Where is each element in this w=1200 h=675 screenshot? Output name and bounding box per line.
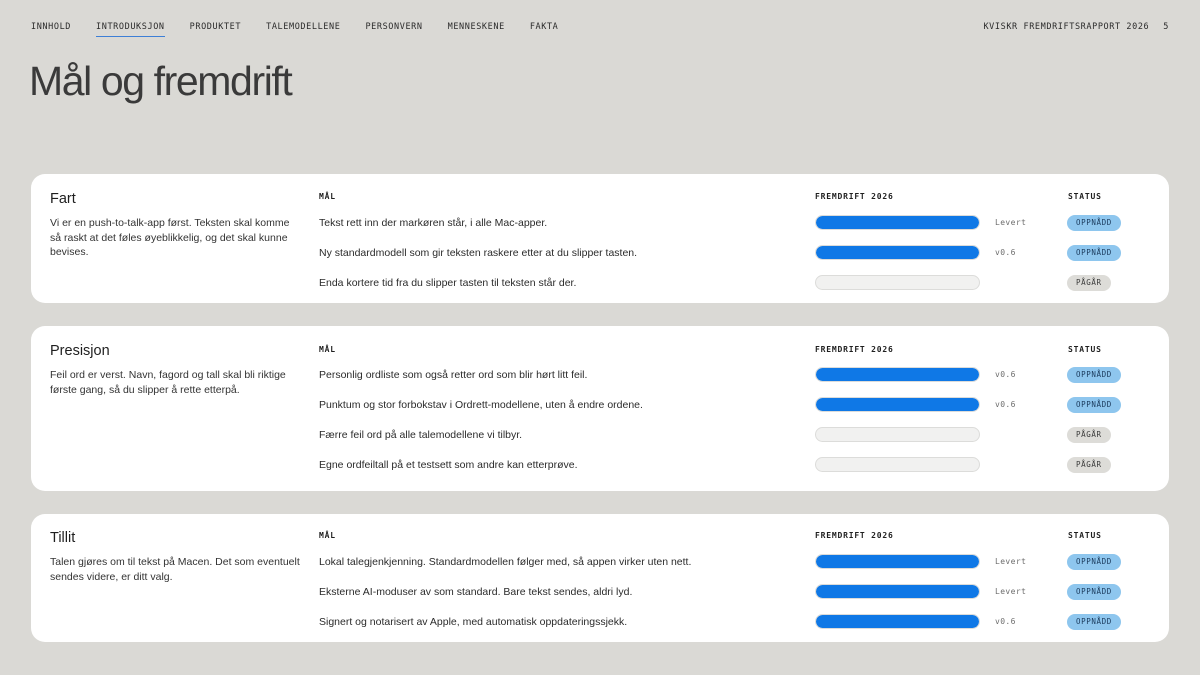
- column-header-goal: MÅL: [319, 345, 336, 354]
- release-version: Levert: [995, 587, 1027, 596]
- status-badge: PÅGÅR: [1067, 275, 1111, 291]
- release-version: v0.6: [995, 248, 1016, 257]
- release-version: v0.6: [995, 617, 1016, 626]
- goal-text: Tekst rett inn der markøren står, i alle Mac-apper.: [319, 217, 548, 229]
- goal-text: Eksterne AI-moduser av som standard. Bare tekst sendes, aldri lyd.: [319, 586, 633, 598]
- report-meta: [983, 22, 1169, 32]
- progress-bar: [815, 457, 980, 472]
- nav-item-produktet[interactable]: PRODUKTET: [189, 22, 242, 32]
- column-header-progress: FREMDRIFT 2026: [815, 345, 894, 354]
- page-number: 5: [1163, 22, 1169, 32]
- section-title: Presisjon: [50, 343, 110, 359]
- nav-item-introduksjon[interactable]: INTRODUKSJON: [96, 22, 165, 37]
- progress-bar: [815, 427, 980, 442]
- goal-text: Punktum og stor forbokstav i Ordrett-modellene, uten å endre ordene.: [319, 399, 643, 411]
- section-title: Tillit: [50, 530, 76, 546]
- progress-bar: [815, 215, 980, 230]
- column-header-progress: FREMDRIFT 2026: [815, 531, 894, 540]
- nav-item-fakta[interactable]: FAKTA: [529, 22, 559, 32]
- section-title: Fart: [50, 191, 76, 207]
- status-badge: OPPNÅDD: [1067, 614, 1121, 630]
- goal-row: [31, 243, 1169, 265]
- progress-bar: [815, 397, 980, 412]
- progress-bar-fill: [816, 216, 979, 229]
- progress-bar-fill: [816, 368, 979, 381]
- goal-text: Signert og notarisert av Apple, med automatisk oppdateringssjekk.: [319, 616, 628, 628]
- nav-item-innhold[interactable]: INNHOLD: [31, 22, 72, 32]
- column-header-status: STATUS: [1068, 345, 1102, 354]
- progress-bar-fill: [816, 585, 979, 598]
- release-version: v0.6: [995, 370, 1016, 379]
- progress-bar-fill: [816, 398, 979, 411]
- progress-bar: [815, 554, 980, 569]
- goal-row: [31, 213, 1169, 235]
- status-badge: PÅGÅR: [1067, 457, 1111, 473]
- release-version: v0.6: [995, 400, 1016, 409]
- section-description: Vi er en push-to-talk-app først. Teksten skal komme så raskt at det føles øyeblikkelig, og det skal kunne bevises.: [50, 217, 290, 258]
- goal-row: [31, 395, 1169, 417]
- progress-bar: [815, 275, 980, 290]
- goal-row: [31, 582, 1169, 604]
- status-badge: OPPNÅDD: [1067, 584, 1121, 600]
- goal-row: [31, 455, 1169, 477]
- goal-text: Enda kortere tid fra du slipper tasten til teksten står der.: [319, 277, 577, 289]
- goal-text: Egne ordfeiltall på et testsett som andre kan etterprøve.: [319, 459, 578, 471]
- goal-row: [31, 612, 1169, 634]
- nav-item-menneskene[interactable]: MENNESKENE: [447, 22, 505, 32]
- status-badge: OPPNÅDD: [1067, 367, 1121, 383]
- progress-bar-fill: [816, 246, 979, 259]
- top-navigation: [31, 22, 558, 37]
- release-version: Levert: [995, 557, 1027, 566]
- goal-card-tillit: [31, 514, 1169, 642]
- progress-bar: [815, 245, 980, 260]
- column-header-goal: MÅL: [319, 531, 336, 540]
- goal-row: [31, 552, 1169, 574]
- goal-text: Ny standardmodell som gir teksten raskere etter at du slipper tasten.: [319, 247, 638, 259]
- goal-text: Personlig ordliste som også retter ord som blir hørt litt feil.: [319, 369, 588, 381]
- section-description: Feil ord er verst. Navn, fagord og tall skal bli riktige første gang, så du slipper å rette etterpå.: [50, 369, 286, 396]
- page-title: Mål og fremdrift: [29, 58, 292, 104]
- column-header-goal: MÅL: [319, 192, 336, 201]
- status-badge: OPPNÅDD: [1067, 554, 1121, 570]
- column-header-status: STATUS: [1068, 192, 1102, 201]
- status-badge: OPPNÅDD: [1067, 245, 1121, 261]
- progress-bar: [815, 584, 980, 599]
- goal-text: Færre feil ord på alle talemodellene vi tilbyr.: [319, 429, 523, 441]
- progress-bar: [815, 367, 980, 382]
- goal-row: [31, 273, 1169, 295]
- goal-row: [31, 365, 1169, 387]
- progress-bar-fill: [816, 615, 979, 628]
- nav-item-personvern[interactable]: PERSONVERN: [365, 22, 423, 32]
- column-header-progress: FREMDRIFT 2026: [815, 192, 894, 201]
- goal-card-presisjon: [31, 326, 1169, 491]
- goal-row: [31, 425, 1169, 447]
- goal-card-fart: [31, 174, 1169, 303]
- progress-bar: [815, 614, 980, 629]
- report-title: KVISKR FREMDRIFTSRAPPORT 2026: [983, 22, 1150, 32]
- progress-bar-fill: [816, 555, 979, 568]
- section-description: Talen gjøres om til tekst på Macen. Det som eventuelt sendes videre, er ditt valg.: [50, 556, 300, 583]
- nav-item-talemodellene[interactable]: TALEMODELLENE: [266, 22, 341, 32]
- status-badge: OPPNÅDD: [1067, 215, 1121, 231]
- release-version: Levert: [995, 218, 1027, 227]
- column-header-status: STATUS: [1068, 531, 1102, 540]
- goal-text: Lokal talegjenkjenning. Standardmodellen følger med, så appen virker uten nett.: [319, 556, 692, 568]
- status-badge: PÅGÅR: [1067, 427, 1111, 443]
- status-badge: OPPNÅDD: [1067, 397, 1121, 413]
